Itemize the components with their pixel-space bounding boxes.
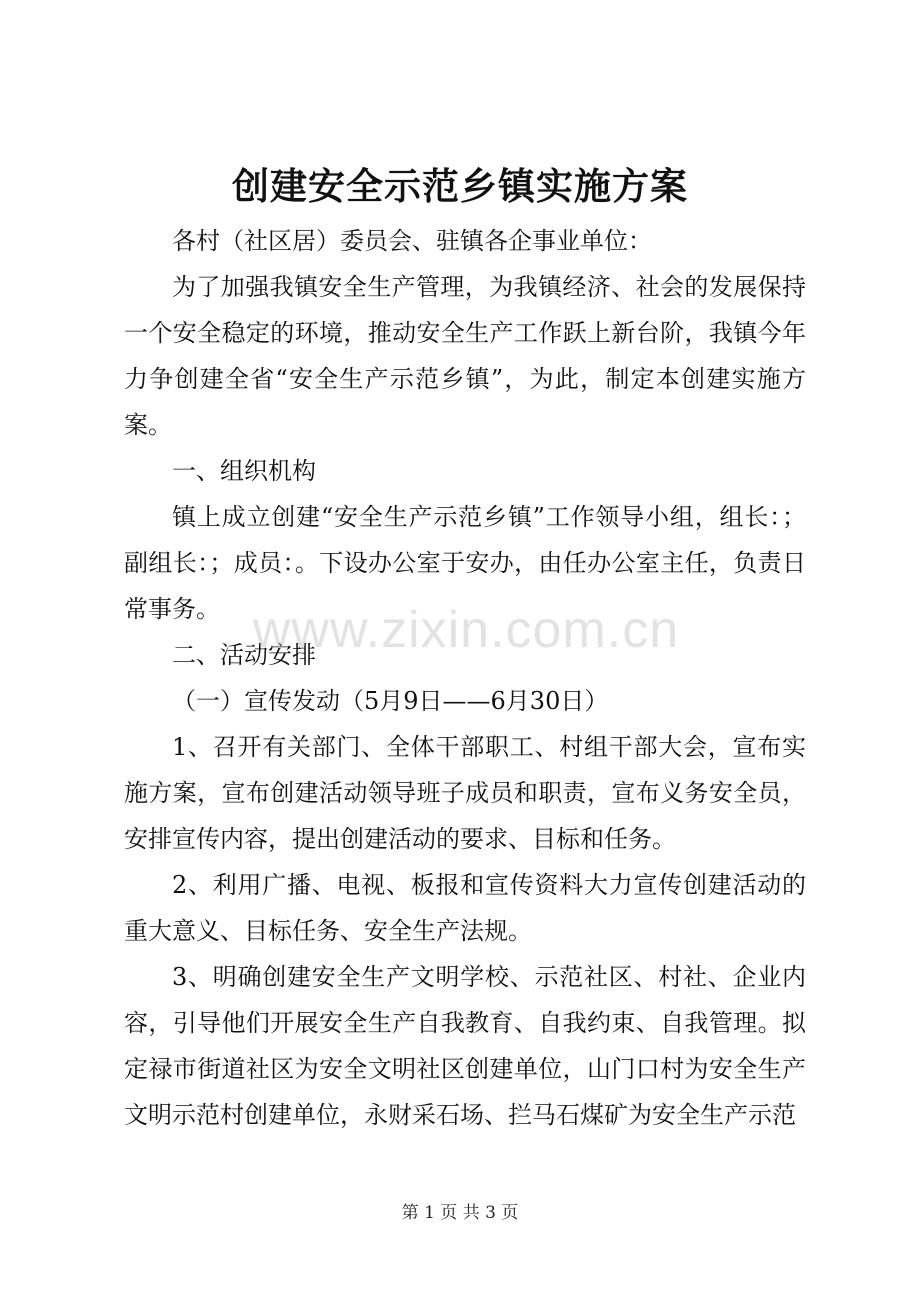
salutation-paragraph: 各村（社区居）委员会、驻镇各企事业单位： <box>172 227 652 255</box>
subsection-heading-publicity: （一）宣传发动（5月9日——6月30日） <box>172 687 609 715</box>
list-item-1: 1、召开有关部门、全体干部职工、村组干部大会，宣布实施方案，宣布创建活动领导班子成员和职责，宣布义务安全员，安排宣传内容，提出创建活动的要求、目标和任务。 <box>124 733 806 853</box>
document-title: 创建安全示范乡镇实施方案 <box>232 164 688 208</box>
intro-paragraph: 为了加强我镇安全生产管理，为我镇经济、社会的发展保持一个安全稳定的环境，推动安全生产工作跃上新台阶，我镇今年力争创建全省“安全生产示范乡镇”，为此，制定本创建实施方案。 <box>124 273 806 439</box>
section-heading-organization: 一、组织机构 <box>172 457 316 485</box>
watermark: www.zixin.com.cn <box>252 601 680 659</box>
section-heading-activities: 二、活动安排 <box>172 641 316 669</box>
document-body <box>124 218 806 1138</box>
list-item-3: 3、明确创建安全生产文明学校、示范社区、村社、企业内容，引导他们开展安全生产自我教育、自我约束、自我管理。拟定禄市街道社区为安全文明社区创建单位，山门口村为安全生产文明示范村创建单位，永财采石场、拦马石煤矿为安全生产示范 <box>124 963 806 1129</box>
list-item-2: 2、利用广播、电视、板报和宣传资料大力宣传创建活动的重大意义、目标任务、安全生产法规。 <box>124 871 806 945</box>
organization-paragraph: 镇上成立创建“安全生产示范乡镇”工作领导小组，组长：；副组长：；成员：。下设办公室于安办，由任办公室主任，负责日常事务。 <box>124 503 806 623</box>
page-number-footer: 第 1 页 共 3 页 <box>401 1203 519 1223</box>
